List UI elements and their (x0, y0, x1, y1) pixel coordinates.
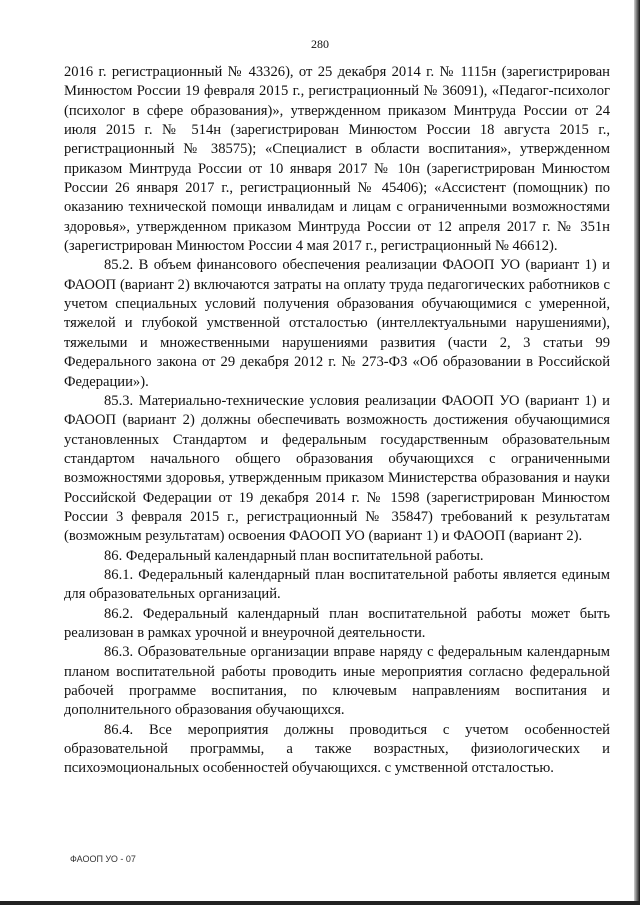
page-number: 280 (311, 37, 329, 51)
paragraph-86-3: 86.3. Образовательные организации вправе наряду с федеральным календарным планом воспитательной работы проводить иные мероприятия согласно федеральной рабочей программе воспитания, по ключевым направлениям воспитания и дополнительного образования обучающихся. (64, 644, 610, 719)
scan-edge-right (634, 0, 640, 905)
paragraph-86-4: 86.4. Все мероприятия должны проводиться с учетом особенностей образовательной программы, а также возрастных, физиологических и психоэмоциональных особенностей обучающихся. с умственной отсталостью. (64, 721, 610, 777)
scan-edge-bottom (0, 901, 640, 905)
paragraph-86-2: 86.2. Федеральный календарный план воспитательной работы может быть реализован в рамках урочной и внеурочной деятельности. (64, 605, 610, 641)
paragraph-85-3: 85.3. Материально-технические условия реализации ФАООП УО (вариант 1) и ФАООП (вариант 2) должны обеспечивать возможность достижения обучающимися установленных Стандартом и федеральным государственным образовательным стандартом начального общего образования обучающихся с ограниченными возможностями здоровья, утвержденным приказом Министерства образования и науки Российской Федерации от 19 декабря 2014 г. № 1598 (зарегистрирован Минюстом России 3 февраля 2015 г., регистрационный № 35847) требований к результатам (возможным результатам) освоения ФАООП УО (вариант 1) и ФАООП (вариант 2). (64, 392, 610, 545)
paragraph-86-1: 86.1. Федеральный календарный план воспитательной работы является единым для образовательных организаций. (64, 566, 610, 603)
document-body (64, 63, 610, 779)
paragraph-85-2: 85.2. В объем финансового обеспечения реализации ФАООП УО (вариант 1) и ФАООП (вариант 2) включаются затраты на оплату труда педагогических работников с учетом специальных условий получения образования обучающимися с умеренной, тяжелой и глубокой умственной отсталостью (интеллектуальными нарушениями), тяжелыми и множественными нарушениями развития (части 2, 3 статьи 99 Федерального закона от 29 декабря 2012 г. № 273-ФЗ «Об образовании в Российской Федерации»). (64, 257, 610, 390)
footer-code: ФАООП УО - 07 (70, 854, 136, 864)
paragraph-86: 86. Федеральный календарный план воспитательной работы. (104, 547, 484, 564)
paragraph-continuation: 2016 г. регистрационный № 43326), от 25 декабря 2014 г. № 1115н (зарегистрирован Минюстом России 19 февраля 2015 г., регистрационный № 36091), «Педагог-психолог (психолог в сфере образования)», утвержденном приказом Минтруда России от 24 июля 2015 г. № 514н (зарегистрирован Минюстом России 18 августа 2015 г., регистрационный № 38575); «Специалист в области воспитания», утвержденном приказом Минтруда России от 10 января 2017 № 10н (зарегистрирован Минюстом России 26 января 2017 г., регистрационный № 45406); «Ассистент (помощник) по оказанию технической помощи инвалидам и лицам с ограниченными возможностями здоровья», утвержденном приказом Минтруда России от 12 апреля 2017 г. № 351н (зарегистрирован Минюстом России 4 мая 2017 г., регистрационный № 46612). (64, 64, 610, 255)
